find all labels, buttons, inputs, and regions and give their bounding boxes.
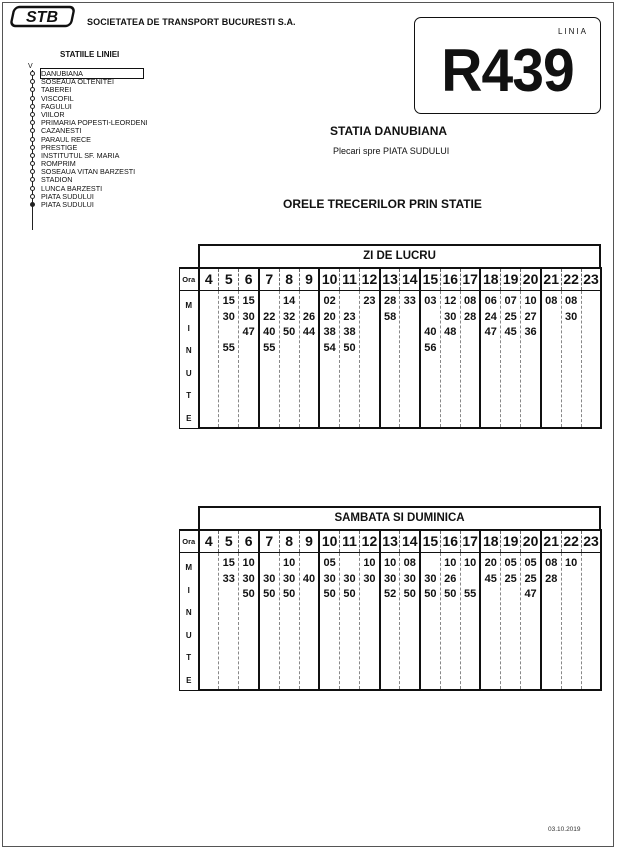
ora-label: Ora — [180, 268, 199, 291]
hour-header: 7 — [259, 268, 279, 291]
station-dot-icon — [30, 120, 35, 125]
hour-header: 4 — [199, 530, 219, 553]
hour-header: 22 — [561, 268, 581, 291]
hour-header: 19 — [501, 268, 521, 291]
minutes-cell — [561, 291, 581, 429]
minutes-cell — [339, 553, 359, 691]
station-name: PRESTIGE — [41, 142, 78, 152]
departure-minute: 30 — [242, 572, 255, 585]
departure-minute: 40 — [424, 326, 437, 338]
departure-minute: 50 — [323, 588, 336, 600]
minute-letters — [180, 553, 199, 691]
timetable-heading: ORELE TRECERILOR PRIN STATIE — [283, 197, 482, 211]
departure-minute: 20 — [484, 557, 497, 569]
departure-minute: 54 — [323, 341, 336, 354]
departure-minute: 50 — [242, 588, 255, 600]
departure-minute: 14 — [283, 295, 296, 307]
hour-header: 16 — [440, 530, 460, 553]
hour-header: 20 — [521, 268, 541, 291]
hour-header: 17 — [460, 268, 480, 291]
minutes-cell — [239, 291, 259, 429]
minutes-cell — [380, 291, 400, 429]
minutes-cell — [259, 553, 279, 691]
departure-minute: 10 — [383, 557, 397, 569]
station-name: VIILOR — [41, 109, 65, 119]
minutes-cell — [319, 553, 339, 691]
minutes-cell — [279, 553, 299, 691]
station-dot-icon — [30, 153, 35, 158]
departure-minute: 08 — [564, 295, 578, 307]
hour-header: 5 — [219, 530, 239, 553]
departure-minute: 30 — [424, 572, 437, 585]
hour-header: 13 — [380, 530, 400, 553]
minutes-cell — [440, 291, 460, 429]
departure-minute: 05 — [504, 557, 517, 569]
departure-minute: 38 — [343, 326, 356, 338]
departure-minute: 05 — [323, 557, 336, 569]
minute-letter: T — [186, 391, 192, 400]
departure-minute: 24 — [484, 310, 497, 323]
minutes-cell — [440, 553, 460, 691]
departure-minute: 30 — [283, 572, 296, 585]
hour-header: 6 — [239, 530, 259, 553]
departure-minute: 38 — [323, 326, 336, 338]
departure-minute: 50 — [283, 588, 296, 600]
hour-header: 12 — [360, 268, 380, 291]
hour-header: 16 — [440, 268, 460, 291]
departure-minute: 15 — [222, 295, 235, 307]
departure-minute: 10 — [242, 557, 255, 569]
departure-minute: 30 — [383, 572, 397, 585]
departure-minute: 50 — [263, 588, 276, 600]
hour-header: 9 — [299, 530, 319, 553]
logo-text: STB — [26, 9, 58, 26]
minutes-cell — [541, 291, 561, 429]
minutes-cell — [259, 291, 279, 429]
hour-header: 7 — [259, 530, 279, 553]
station-name: SOSEAUA OLTENITEI — [41, 77, 114, 87]
departure-minute: 36 — [524, 326, 537, 338]
minute-letter: M — [185, 301, 193, 310]
departure-minute: 28 — [464, 310, 477, 323]
departure-minute: 40 — [263, 326, 276, 338]
departure-minute: 47 — [484, 326, 497, 338]
hour-header: 21 — [541, 268, 561, 291]
minutes-cell — [420, 553, 440, 691]
minutes-cell — [460, 291, 480, 429]
stations-title: STATIILE LINIEI — [60, 50, 120, 59]
minute-letter: E — [186, 413, 192, 423]
departure-minute: 33 — [222, 572, 235, 585]
station-dot-icon — [30, 145, 35, 150]
station-name: LUNCA BARZESTI — [41, 183, 103, 193]
departure-minute: 08 — [545, 295, 558, 307]
minutes-cell — [219, 553, 239, 691]
minute-letter: I — [187, 585, 190, 595]
minute-letter: U — [185, 630, 192, 640]
line-badge — [414, 17, 601, 114]
hour-header: 10 — [319, 530, 339, 553]
departure-minute: 20 — [323, 310, 336, 323]
departure-minute: 15 — [242, 295, 255, 307]
departure-minute: 26 — [302, 310, 316, 323]
station-name: DANUBIANA — [41, 69, 143, 78]
company-name: SOCIETATEA DE TRANSPORT BUCURESTI S.A. — [87, 17, 296, 27]
hour-header: 8 — [279, 530, 299, 553]
departure-minute: 47 — [242, 326, 255, 338]
stb-logo — [9, 5, 75, 28]
departure-minute: 28 — [383, 295, 397, 307]
station-dot-icon — [30, 71, 35, 76]
departure-minute: 55 — [464, 588, 477, 600]
departure-minute: 55 — [263, 341, 276, 354]
departure-minute: 10 — [283, 557, 296, 569]
minutes-cell — [360, 553, 380, 691]
station-dot-icon — [30, 202, 35, 207]
minutes-cell — [521, 553, 541, 691]
departure-minute: 05 — [524, 557, 537, 569]
station-dot-icon — [30, 161, 35, 166]
line-number: R439 — [441, 37, 574, 104]
departure-minute: 27 — [524, 310, 537, 323]
hour-header: 18 — [480, 268, 500, 291]
station-name: PARAUL RECE — [41, 134, 91, 144]
departure-minute: 30 — [263, 572, 276, 585]
station-name: INSTITUTUL SF. MARIA — [41, 150, 120, 160]
departure-minute: 56 — [424, 341, 437, 354]
station-dot-icon — [30, 87, 35, 92]
departure-minute: 58 — [383, 310, 397, 323]
minutes-cell — [460, 553, 480, 691]
departure-minute: 30 — [564, 310, 578, 323]
hour-header: 5 — [219, 268, 239, 291]
departure-minute: 45 — [504, 326, 517, 338]
departure-minute: 48 — [444, 326, 457, 338]
minutes-cell — [360, 291, 380, 429]
station-name: STADION — [41, 175, 73, 185]
departure-minute: 08 — [545, 557, 558, 569]
station-name: FAGULUI — [41, 101, 72, 111]
station-name: CAZANESTI — [41, 126, 82, 136]
departure-minute: 26 — [444, 572, 457, 585]
station-dot-icon — [30, 169, 35, 174]
departure-minute: 30 — [222, 310, 235, 323]
station-name: VISCOFIL — [41, 93, 74, 103]
station-dot-icon — [30, 112, 35, 117]
departure-minute: 44 — [302, 326, 316, 338]
minutes-cell — [400, 291, 420, 429]
line-caption: LINIA — [557, 27, 588, 36]
departure-minute: 40 — [302, 572, 316, 585]
station-dot-icon — [30, 128, 35, 133]
timetable-title: SAMBATA SI DUMINICA — [198, 506, 601, 529]
minutes-cell — [541, 553, 561, 691]
departure-minute: 50 — [444, 588, 457, 600]
minute-letter: E — [186, 675, 192, 685]
departure-minute: 07 — [504, 295, 517, 307]
minute-letters — [180, 291, 199, 429]
minutes-cell — [319, 291, 339, 429]
hour-header: 23 — [581, 530, 601, 553]
minute-letter: M — [185, 563, 193, 572]
minute-letter: T — [186, 653, 192, 662]
minute-letter: U — [185, 368, 192, 378]
departure-minute: 06 — [484, 295, 497, 307]
station-list — [28, 63, 148, 209]
station-dot-icon — [30, 194, 35, 199]
departure-minute: 47 — [524, 588, 537, 600]
departure-minute: 15 — [222, 557, 235, 569]
station-name: TABEREI — [41, 85, 72, 95]
hour-header: 14 — [400, 530, 420, 553]
departure-minute: 30 — [343, 572, 356, 585]
hour-header: 12 — [360, 530, 380, 553]
minutes-cell — [480, 553, 500, 691]
hour-header: 11 — [339, 530, 359, 553]
departure-minute: 28 — [545, 572, 558, 585]
departure-minute: 50 — [283, 326, 296, 338]
departure-minute: 08 — [464, 295, 477, 307]
minutes-cell — [279, 291, 299, 429]
departure-minute: 52 — [383, 588, 397, 600]
stop-title: STATIA DANUBIANA — [330, 124, 448, 138]
station-name: PIATA SUDULUI — [41, 191, 94, 201]
departure-minute: 50 — [424, 588, 437, 600]
departure-minute: 10 — [464, 557, 477, 569]
departure-minute: 10 — [363, 557, 376, 569]
hour-header: 22 — [561, 530, 581, 553]
direction-arrow: V — [28, 63, 33, 70]
hour-header: 18 — [480, 530, 500, 553]
departure-minute: 50 — [343, 341, 356, 354]
departure-minute: 30 — [403, 572, 416, 585]
timetable-title: ZI DE LUCRU — [198, 244, 601, 267]
departure-minute: 03 — [424, 295, 437, 307]
departure-minute: 30 — [242, 310, 255, 323]
minutes-cell — [299, 291, 319, 429]
timetable-grid — [179, 529, 602, 691]
minutes-cell — [380, 553, 400, 691]
minutes-cell — [199, 553, 219, 691]
minutes-cell — [521, 291, 541, 429]
hour-header: 15 — [420, 268, 440, 291]
station-dot-icon — [30, 104, 35, 109]
hour-header: 15 — [420, 530, 440, 553]
departure-minute: 10 — [564, 557, 578, 569]
departure-minute: 50 — [343, 588, 356, 600]
minutes-cell — [400, 553, 420, 691]
minute-letter: N — [185, 346, 192, 355]
minutes-cell — [219, 291, 239, 429]
minutes-cell — [199, 291, 219, 429]
station-dot-icon — [30, 96, 35, 101]
print-date: 03.10.2019 — [548, 826, 581, 833]
hour-header: 21 — [541, 530, 561, 553]
minute-letter: N — [185, 608, 192, 617]
departure-minute: 30 — [363, 572, 376, 585]
departure-minute: 23 — [363, 295, 376, 307]
hour-header: 4 — [199, 268, 219, 291]
departure-minute: 30 — [444, 310, 457, 323]
hour-header: 23 — [581, 268, 601, 291]
minutes-cell — [420, 291, 440, 429]
timetable-grid — [179, 267, 602, 429]
departure-minute: 12 — [444, 295, 457, 307]
station-dot-icon — [30, 79, 35, 84]
departure-minute: 22 — [263, 310, 276, 323]
departure-minute: 10 — [444, 557, 457, 569]
minutes-cell — [239, 553, 259, 691]
stop-direction: Plecari spre PIATA SUDULUI — [333, 146, 450, 156]
hour-header: 9 — [299, 268, 319, 291]
departure-minute: 25 — [504, 310, 517, 323]
hour-header: 10 — [319, 268, 339, 291]
hour-header: 11 — [339, 268, 359, 291]
hour-header: 17 — [460, 530, 480, 553]
station-name: PIATA SUDULUI — [41, 200, 94, 209]
hour-header: 8 — [279, 268, 299, 291]
minutes-cell — [501, 291, 521, 429]
hour-header: 13 — [380, 268, 400, 291]
minutes-cell — [581, 553, 601, 691]
station-dot-icon — [30, 186, 35, 191]
minutes-cell — [581, 291, 601, 429]
minutes-cell — [480, 291, 500, 429]
station-dot-icon — [30, 137, 35, 142]
minutes-cell — [501, 553, 521, 691]
departure-minute: 55 — [222, 341, 235, 354]
minute-letter: I — [187, 323, 190, 333]
departure-minute: 45 — [484, 572, 497, 585]
station-name: PRIMARIA POPESTI-LEORDENI — [41, 118, 148, 128]
minutes-cell — [339, 291, 359, 429]
departure-minute: 25 — [504, 572, 517, 585]
hour-header: 14 — [400, 268, 420, 291]
ora-label: Ora — [180, 530, 199, 553]
hour-header: 19 — [501, 530, 521, 553]
departure-minute: 30 — [323, 572, 336, 585]
station-name: SOSEAUA VITAN BARZESTI — [41, 167, 136, 177]
minutes-cell — [299, 553, 319, 691]
station-dot-icon — [30, 177, 35, 182]
hour-header: 6 — [239, 268, 259, 291]
departure-minute: 10 — [524, 295, 537, 307]
departure-minute: 25 — [524, 572, 537, 585]
hour-header: 20 — [521, 530, 541, 553]
station-name: ROMPRIM — [41, 159, 76, 169]
departure-minute: 50 — [403, 588, 416, 600]
departure-minute: 32 — [283, 310, 296, 323]
departure-minute: 08 — [403, 557, 416, 569]
minutes-cell — [561, 553, 581, 691]
departure-minute: 23 — [343, 310, 356, 323]
departure-minute: 33 — [403, 295, 416, 307]
departure-minute: 02 — [323, 295, 336, 307]
station-item — [28, 201, 148, 209]
